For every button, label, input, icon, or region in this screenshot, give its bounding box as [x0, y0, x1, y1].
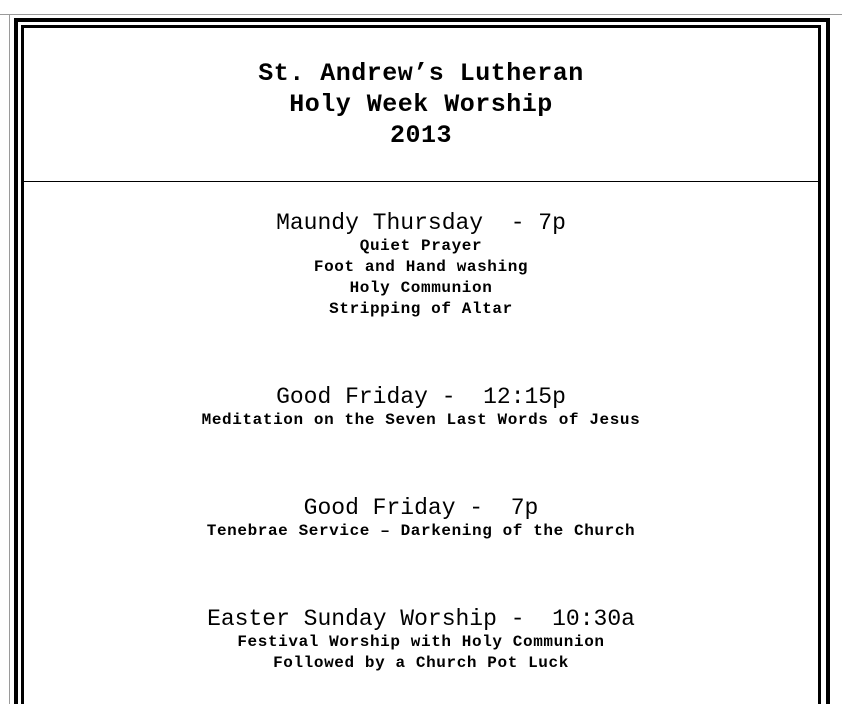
event-easter-sunday [24, 606, 818, 674]
church-name: St. Andrew’s Lutheran [258, 59, 584, 88]
event-detail: Festival Worship with Holy Communion [237, 633, 605, 651]
event-detail: Tenebrae Service – Darkening of the Church [206, 522, 636, 540]
event-detail: Holy Communion [349, 279, 493, 297]
event-title: Easter Sunday Worship - 10:30a [207, 606, 635, 632]
event-detail: Stripping of Altar [329, 300, 513, 318]
header-titles [24, 58, 818, 151]
page-edge-top [0, 14, 842, 15]
page-edge-left [9, 14, 10, 704]
event-good-friday-noon [24, 384, 818, 431]
header-box [24, 28, 818, 182]
event-title: Good Friday - 7p [303, 495, 539, 521]
event-detail: Followed by a Church Pot Luck [273, 654, 569, 672]
event-detail: Quiet Prayer [359, 237, 483, 255]
event-good-friday-evening [24, 495, 818, 542]
year: 2013 [389, 121, 452, 150]
event-detail: Meditation on the Seven Last Words of Jesus [201, 411, 641, 429]
event-detail: Foot and Hand washing [313, 258, 529, 276]
event-maundy-thursday [24, 210, 818, 320]
event-title: Maundy Thursday - 7p [276, 210, 566, 236]
page-title: Holy Week Worship [289, 90, 553, 119]
event-title: Good Friday - 12:15p [276, 384, 566, 410]
